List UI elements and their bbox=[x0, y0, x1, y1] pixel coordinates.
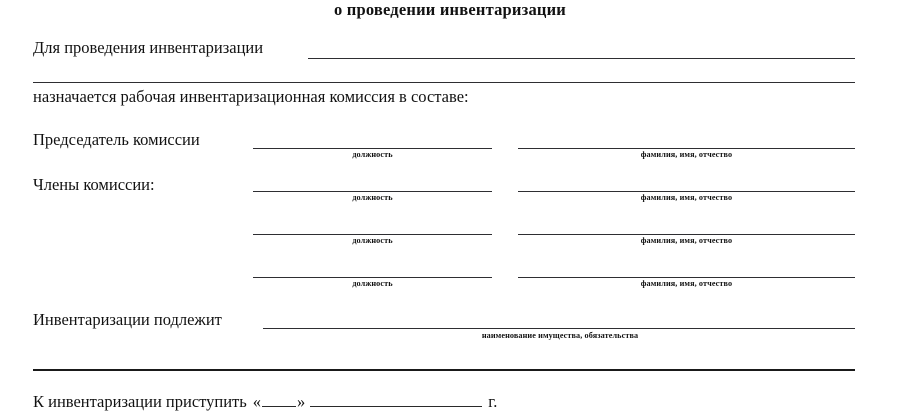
purpose-label: Для проведения инвентаризации bbox=[33, 38, 264, 57]
member-1-fullname-caption: фамилия, имя, отчество bbox=[640, 193, 733, 202]
member-2-fullname-caption: фамилия, имя, отчество bbox=[640, 236, 733, 245]
member-3-position-line[interactable] bbox=[253, 277, 492, 278]
member-3-position-caption: должность bbox=[352, 279, 393, 288]
member-2-position-line[interactable] bbox=[253, 234, 492, 235]
member-3-fullname-caption: фамилия, имя, отчество bbox=[640, 279, 733, 288]
day-input[interactable] bbox=[262, 392, 296, 407]
subject-input-line-1[interactable] bbox=[263, 328, 855, 329]
member-1-position-caption: должность bbox=[352, 193, 393, 202]
year-suffix: г. bbox=[488, 392, 498, 411]
purpose-input-line-1[interactable] bbox=[308, 58, 855, 59]
subject-label: Инвентаризации подлежит bbox=[33, 310, 222, 329]
chairman-fullname-line[interactable] bbox=[518, 148, 855, 149]
members-label: Члены комиссии: bbox=[33, 175, 155, 194]
page-title: о проведении инвентаризации bbox=[333, 0, 567, 19]
commission-label: назначается рабочая инвентаризационная комиссия в составе: bbox=[33, 87, 469, 106]
chairman-position-line[interactable] bbox=[253, 148, 492, 149]
quote-open: « bbox=[252, 392, 262, 411]
start-date-row bbox=[33, 392, 497, 412]
purpose-input-line-2[interactable] bbox=[33, 82, 855, 83]
subject-caption: наименование имущества, обязательства bbox=[481, 331, 639, 340]
chairman-position-caption: должность bbox=[352, 150, 393, 159]
member-2-fullname-line[interactable] bbox=[518, 234, 855, 235]
start-date-prefix: К инвентаризации приступить bbox=[33, 392, 247, 411]
member-3-fullname-line[interactable] bbox=[518, 277, 855, 278]
chairman-fullname-caption: фамилия, имя, отчество bbox=[640, 150, 733, 159]
chairman-label: Председатель комиссии bbox=[33, 130, 200, 149]
member-2-position-caption: должность bbox=[352, 236, 393, 245]
quote-close: » bbox=[297, 392, 306, 411]
month-input[interactable] bbox=[310, 392, 482, 407]
subject-input-line-2[interactable] bbox=[33, 369, 855, 371]
member-1-fullname-line[interactable] bbox=[518, 191, 855, 192]
member-1-position-line[interactable] bbox=[253, 191, 492, 192]
